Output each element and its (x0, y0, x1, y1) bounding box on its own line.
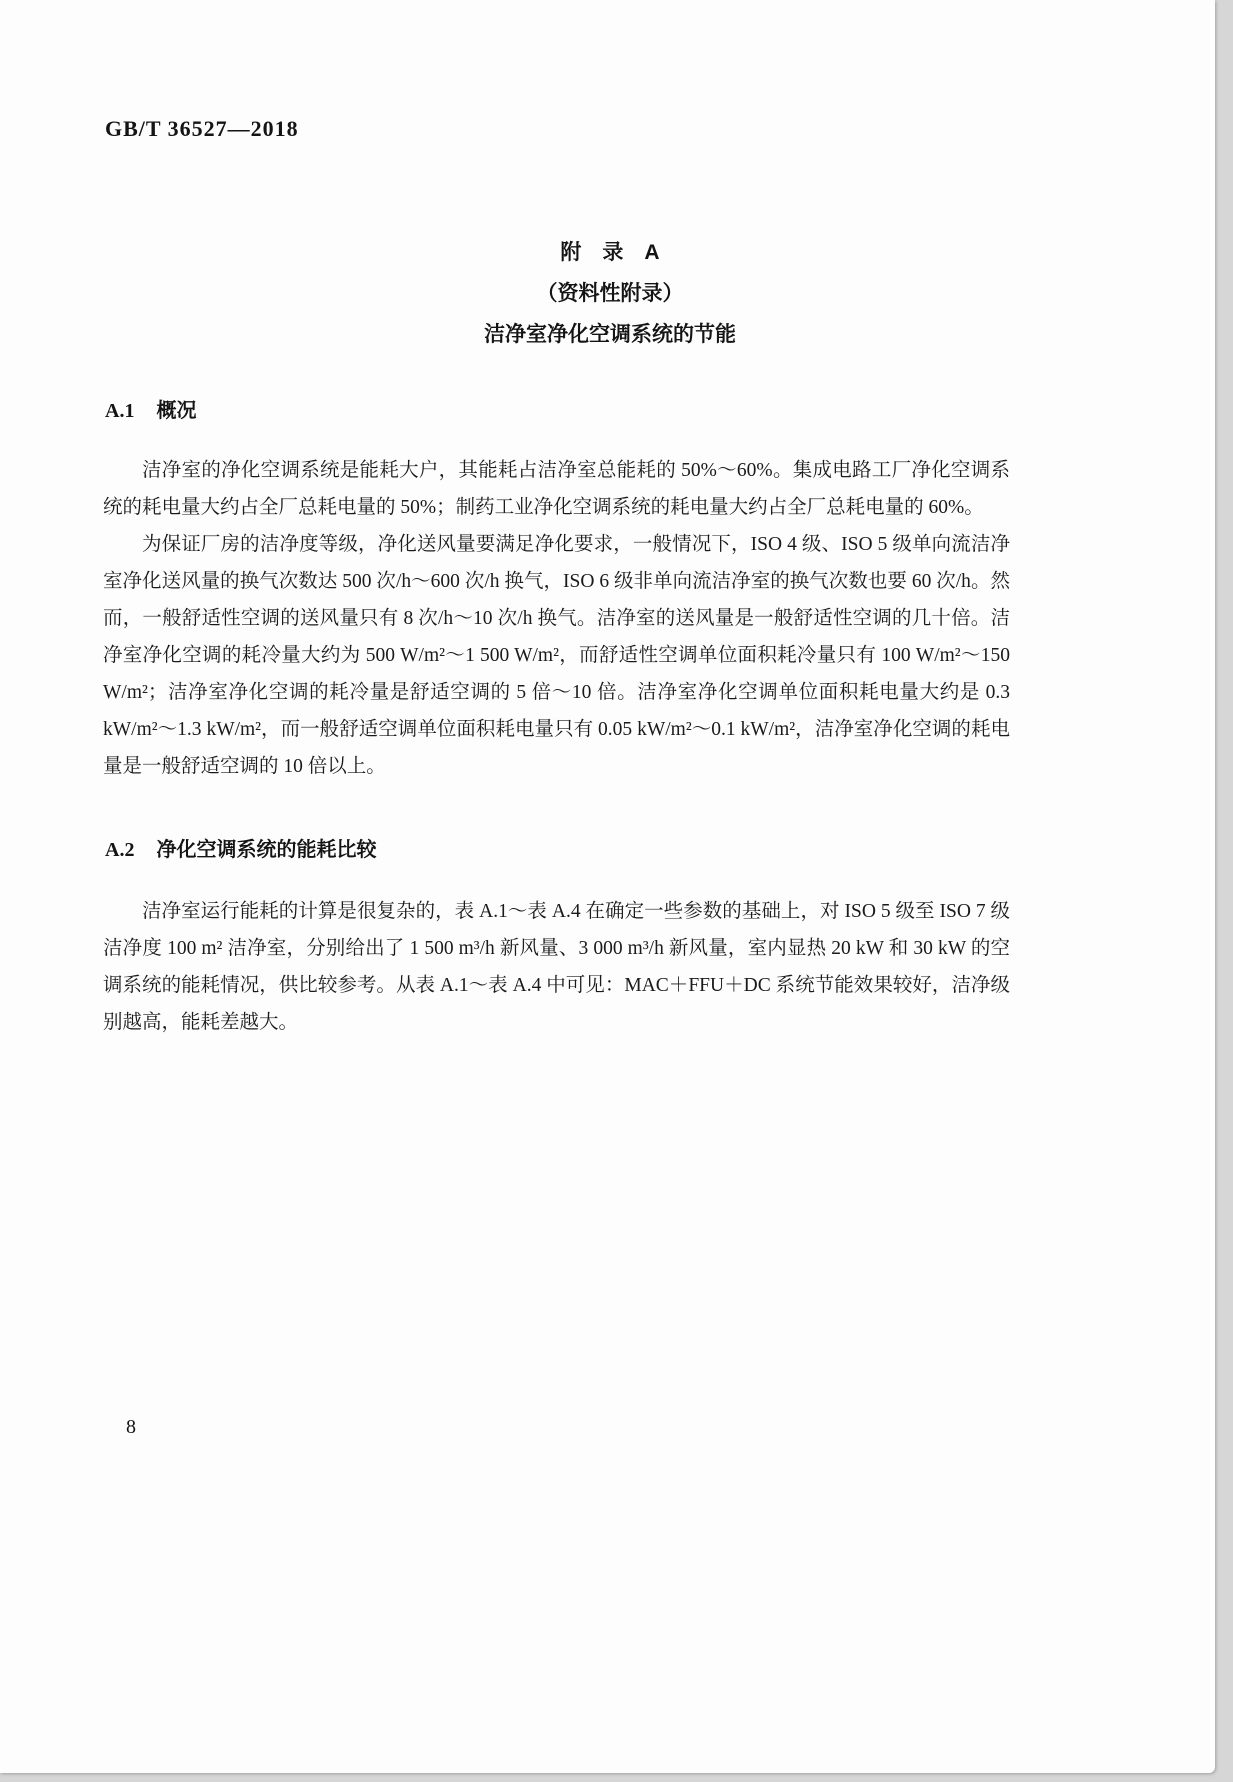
section-a1-title: 概况 (156, 400, 197, 422)
section-a1-heading (105, 394, 196, 423)
section-a1-body (103, 452, 1010, 785)
section-a2-heading (105, 833, 376, 862)
paragraph-a1-2: 为保证厂房的洁净度等级，净化送风量要满足净化要求，一般情况下，ISO 4 级、ISO 5 级单向流洁净室净化送风量的换气次数达 500 次/h～600 次/h 换气，ISO 6 级非单向流洁净室的换气次数也要 60 次/h。然而，一般舒适性空调的送风量只有 8 次/h～10 次/h 换气。洁净室的送风量是一般舒适性空调的几十倍。洁净室净化空调的耗冷量大约为 500 W/m²～1 500 W/m²，而舒适性空调单位面积耗冷量只有 100 W/m²～150 W/m²；洁净室净化空调的耗冷量是舒适空调的 5 倍～10 倍。洁净室净化空调单位面积耗电量大约是 0.3 kW/m²～1.3 kW/m²，而一般舒适空调单位面积耗电量只有 0.05 kW/m²～0.1 kW/m²，洁净室净化空调的耗电量是一般舒适空调的 10 倍以上。 (103, 534, 1010, 777)
appendix-title-block (160, 232, 1060, 355)
standard-number-header: GB/T 36527—2018 (105, 116, 299, 141)
appendix-title-line1: 附 录 A (560, 241, 660, 264)
appendix-title-line3: 洁净室净化空调系统的节能 (484, 323, 736, 346)
section-a2-body (103, 893, 1010, 1041)
paragraph-a2-1: 洁净室运行能耗的计算是很复杂的，表 A.1～表 A.4 在确定一些参数的基础上，对 ISO 5 级至 ISO 7 级洁净度 100 m² 洁净室，分别给出了 1 500 m³/h 新风量、3 000 m³/h 新风量，室内显热 20 kW 和 30 kW 的空调系统的能耗情况，供比较参考。从表 A.1～表 A.4 中可见：MAC＋FFU＋DC 系统节能效果较好，洁净级别越高，能耗差越大。 (103, 901, 1010, 1033)
appendix-title-line2: （资料性附录） (536, 282, 684, 305)
page-number: 8 (126, 1416, 136, 1438)
section-a2-title: 净化空调系统的能耗比较 (156, 839, 377, 861)
section-a1-number: A.1 (105, 400, 135, 422)
section-a2-number: A.2 (105, 839, 135, 861)
paragraph-a1-1: 洁净室的净化空调系统是能耗大户，其能耗占洁净室总能耗的 50%～60%。集成电路工厂净化空调系统的耗电量大约占全厂总耗电量的 50%；制药工业净化空调系统的耗电量大约占全厂总耗电量的 60%。 (103, 460, 1010, 518)
